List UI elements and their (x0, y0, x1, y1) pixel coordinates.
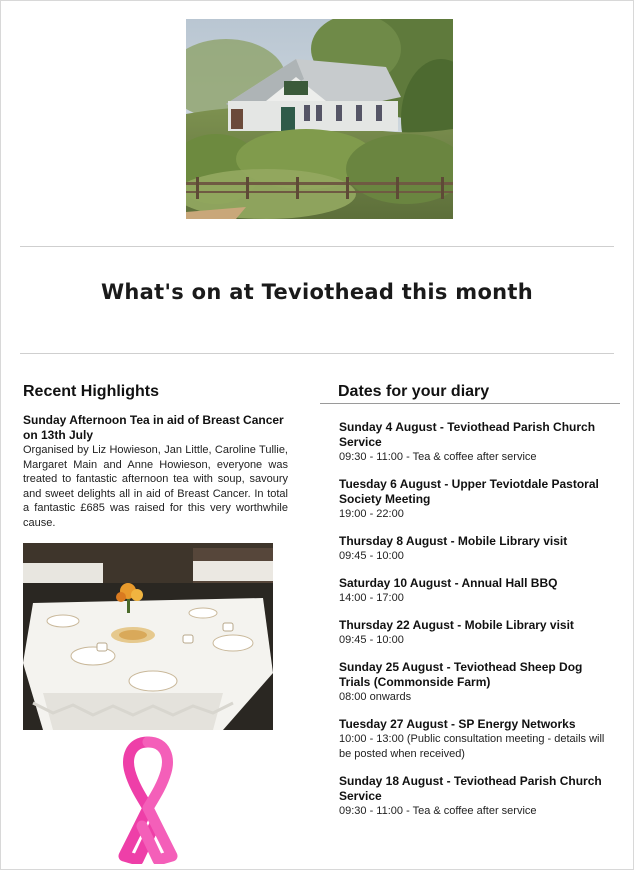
event-item (339, 660, 608, 705)
village-hall-painting (186, 19, 453, 219)
event-title: Tuesday 27 August - SP Energy Networks (339, 717, 576, 731)
event-title: Sunday 4 August - Teviothead Parish Church Service (339, 420, 596, 449)
highlight-title: Sunday Afternoon Tea in aid of Breast Cancer on 13th July (23, 413, 284, 442)
diary-section (320, 383, 620, 831)
highlight-body: Organised by Liz Howieson, Jan Little, Caroline Tullie, Margaret Main and Anne Howieson, everyone was treated to fantastic afternoon tea with soup, savoury and sweet delights all in aid of Breast Cancer. In total a fantastic £685 was raised for this very worthwhile cause. (23, 444, 288, 529)
event-item (339, 618, 608, 648)
event-title: Thursday 22 August - Mobile Library visit (339, 618, 574, 632)
event-time: 09:45 - 10:00 (339, 634, 404, 646)
event-list (320, 420, 620, 819)
event-time: 10:00 - 13:00 (Public consultation meeting - details will be posted when received) (339, 733, 605, 760)
event-time: 14:00 - 17:00 (339, 592, 404, 604)
event-item (339, 534, 608, 564)
event-title: Sunday 25 August - Teviothead Sheep Dog Trials (Commonside Farm) (339, 660, 583, 689)
recent-highlights-section (23, 383, 288, 530)
event-title: Tuesday 6 August - Upper Teviotdale Pastoral Society Meeting (339, 477, 599, 506)
page-title: What's on at Teviothead this month (100, 280, 534, 304)
event-time: 19:00 - 22:00 (339, 508, 404, 520)
event-time: 09:30 - 11:00 - Tea & coffee after service (339, 451, 537, 463)
diary-heading: Dates for your diary (320, 383, 620, 404)
event-item (339, 477, 608, 522)
event-item (339, 576, 608, 606)
event-item (339, 717, 608, 762)
event-time: 08:00 onwards (339, 691, 412, 703)
breast-cancer-ribbon-icon (108, 736, 188, 864)
event-time: 09:30 - 11:00 - Tea & coffee after service (339, 805, 537, 817)
event-item (339, 420, 608, 465)
event-time: 09:45 - 10:00 (339, 550, 404, 562)
event-title: Thursday 8 August - Mobile Library visit (339, 534, 568, 548)
afternoon-tea-photo (23, 543, 273, 730)
event-title: Sunday 18 August - Teviothead Parish Church Service (339, 774, 602, 803)
event-title: Saturday 10 August - Annual Hall BBQ (339, 576, 558, 590)
event-item (339, 774, 608, 819)
middle-divider (20, 353, 614, 354)
recent-highlights-heading: Recent Highlights (23, 383, 160, 400)
top-divider (20, 246, 614, 247)
